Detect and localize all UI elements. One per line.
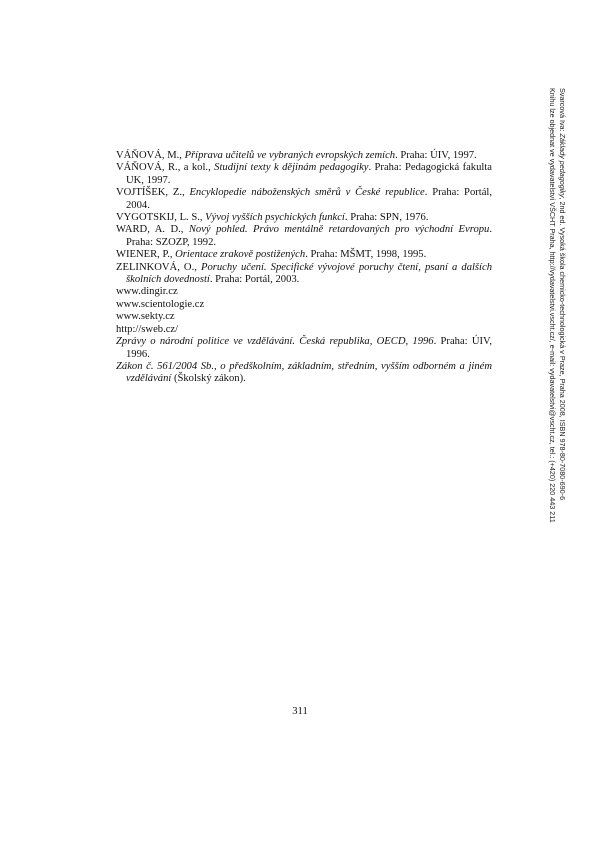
- reference-item: WARD, A. D., Nový pohled. Právo mentálně retardovaných pro východní Evropu. Praha: SZOZP, 1992.: [116, 224, 492, 248]
- reference-item: ZELINKOVÁ, O., Poruchy učení. Specifické vývojové poruchy čtení, psaní a dalších školních dovedností. Praha: Portál, 2003.: [116, 261, 492, 286]
- reference-item: VÁŇOVÁ, R., a kol., Studijní texty k dějinám pedagogiky. Praha: Pedagogická fakulta UK, 1997.: [116, 162, 492, 186]
- sidebar-line-order-info: Knihu lze objednat ve vydavatelství VŠCHT Praha, http://vydavatelstvi.vscht.cz/, e-mail: vydavatelstvi@vscht.cz, tel.: (+420) 220 443 211: [548, 88, 558, 523]
- reference-item: VYGOTSKIJ, L. S., Vývoj vyšších psychických funkcí. Praha: SPN, 1976.: [116, 212, 429, 224]
- reference-item: VOJTÍŠEK, Z., Encyklopedie náboženských směrů v České republice. Praha: Portál, 2004.: [116, 187, 493, 211]
- page-number: 311: [292, 706, 308, 717]
- reference-item: VÁŇOVÁ, M., Příprava učitelů ve vybraných evropských zemích. Praha: ÚIV, 1997.: [116, 150, 477, 161]
- reference-item: www.sekty.cz: [116, 311, 175, 323]
- sidebar-line-citation: Svarcová Iva: Základy pedagogiky, 2nd ed. Vysoká škola chemicko-technologická v Praze, Praha 2008, ISBN 978-80-7080-690-6: [558, 88, 567, 501]
- reference-item: www.scientologie.cz: [116, 298, 205, 310]
- reference-item: Zákon č. 561/2004 Sb., o předškolním, základním, středním, vyšším odborném a jiném vzdělávání (Školský zákon).: [116, 360, 492, 385]
- reference-list: [116, 150, 492, 386]
- reference-item: Zprávy o národní politice ve vzdělávání. Česká republika, OECD, 1996. Praha: ÚIV, 1996.: [116, 336, 492, 360]
- reference-item: http://sweb.cz/: [116, 323, 179, 335]
- copyright-sidebar-note: [548, 88, 567, 578]
- reference-item: www.dingir.cz: [116, 286, 178, 298]
- reference-item: WIENER, P., Orientace zrakově postižených. Praha: MŠMT, 1998, 1995.: [116, 249, 427, 261]
